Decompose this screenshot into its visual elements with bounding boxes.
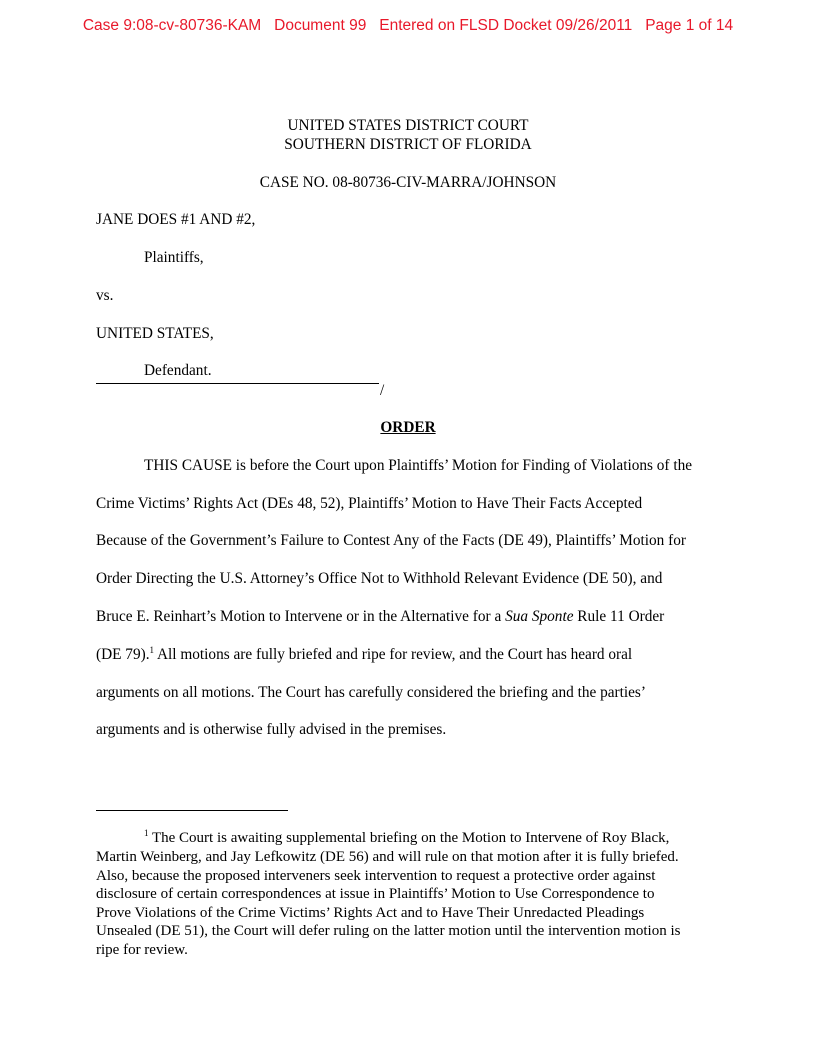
plaintiffs-role: Plaintiffs, [144, 249, 204, 266]
line6-after: All motions are fully briefed and ripe for review, and the Court has heard oral [154, 646, 633, 663]
footnote-separator [96, 810, 288, 811]
body-line-6 [96, 645, 632, 665]
court-name-line2: SOUTHERN DISTRICT OF FLORIDA [284, 136, 532, 153]
caption-slash: / [380, 382, 385, 399]
body-line-3: Because of the Government’s Failure to Contest Any of the Facts (DE 49), Plaintiffs’ Motion for [96, 532, 686, 549]
line5-italic: Sua Sponte [505, 608, 574, 625]
line5-after: Rule 11 Order [573, 608, 665, 625]
body-line-7: arguments on all motions. The Court has carefully considered the briefing and the parties’ [96, 684, 646, 701]
footnote-line-2: Martin Weinberg, and Jay Lefkowitz (DE 56) and will rule on that motion after it is fully briefed. [96, 849, 679, 865]
header-case: Case 9:08-cv-80736-KAM [82, 17, 262, 34]
body-line-4: Order Directing the U.S. Attorney’s Office Not to Withhold Relevant Evidence (DE 50), and [96, 570, 663, 587]
line5-before: Bruce E. Reinhart’s Motion to Intervene or in the Alternative for a [96, 608, 506, 625]
order-title: ORDER [380, 419, 436, 436]
footnote-reference: 1 [149, 645, 155, 655]
body-line-1: THIS CAUSE is before the Court upon Plaintiffs’ Motion for Finding of Violations of the [144, 457, 693, 474]
body-line-2: Crime Victims’ Rights Act (DEs 48, 52), Plaintiffs’ Motion to Have Their Facts Accepted [96, 495, 643, 512]
footnote-line-1 [144, 829, 669, 848]
defendant-role: Defendant. [144, 362, 212, 379]
header-document: Document 99 [274, 17, 367, 34]
line6-before: (DE 79). [96, 646, 150, 663]
footnote-line-5: Prove Violations of the Crime Victims’ Rights Act and to Have Their Unredacted Pleadings [96, 905, 645, 921]
footnote-first: The Court is awaiting supplemental briefing on the Motion to Intervene of Roy Black, [148, 830, 670, 846]
docket-header-stamp [0, 17, 816, 35]
court-name-line1: UNITED STATES DISTRICT COURT [287, 117, 529, 134]
case-number: CASE NO. 08-80736-CIV-MARRA/JOHNSON [259, 174, 557, 191]
header-entered: Entered on FLSD Docket 09/26/2011 [379, 17, 633, 34]
order-title-wrap [0, 418, 816, 438]
footnote-line-6: Unsealed (DE 51), the Court will defer ruling on the latter motion until the intervention motion is [96, 923, 681, 939]
header-page: Page 1 of 14 [645, 17, 734, 34]
footnote-line-4: disclosure of certain correspondences at issue in Plaintiffs’ Motion to Use Correspondence to [96, 886, 655, 902]
footnote-marker: 1 [144, 828, 149, 838]
footnote-line-7: ripe for review. [96, 942, 188, 958]
defendant-name: UNITED STATES, [96, 325, 214, 342]
caption-rule [96, 383, 379, 384]
body-line-8: arguments and is otherwise fully advised in the premises. [96, 721, 447, 738]
plaintiffs-name: JANE DOES #1 AND #2, [96, 211, 256, 228]
versus: vs. [96, 287, 114, 304]
body-line-5 [96, 607, 664, 627]
footnote-line-3: Also, because the proposed interveners seek intervention to request a protective order against [96, 868, 656, 884]
